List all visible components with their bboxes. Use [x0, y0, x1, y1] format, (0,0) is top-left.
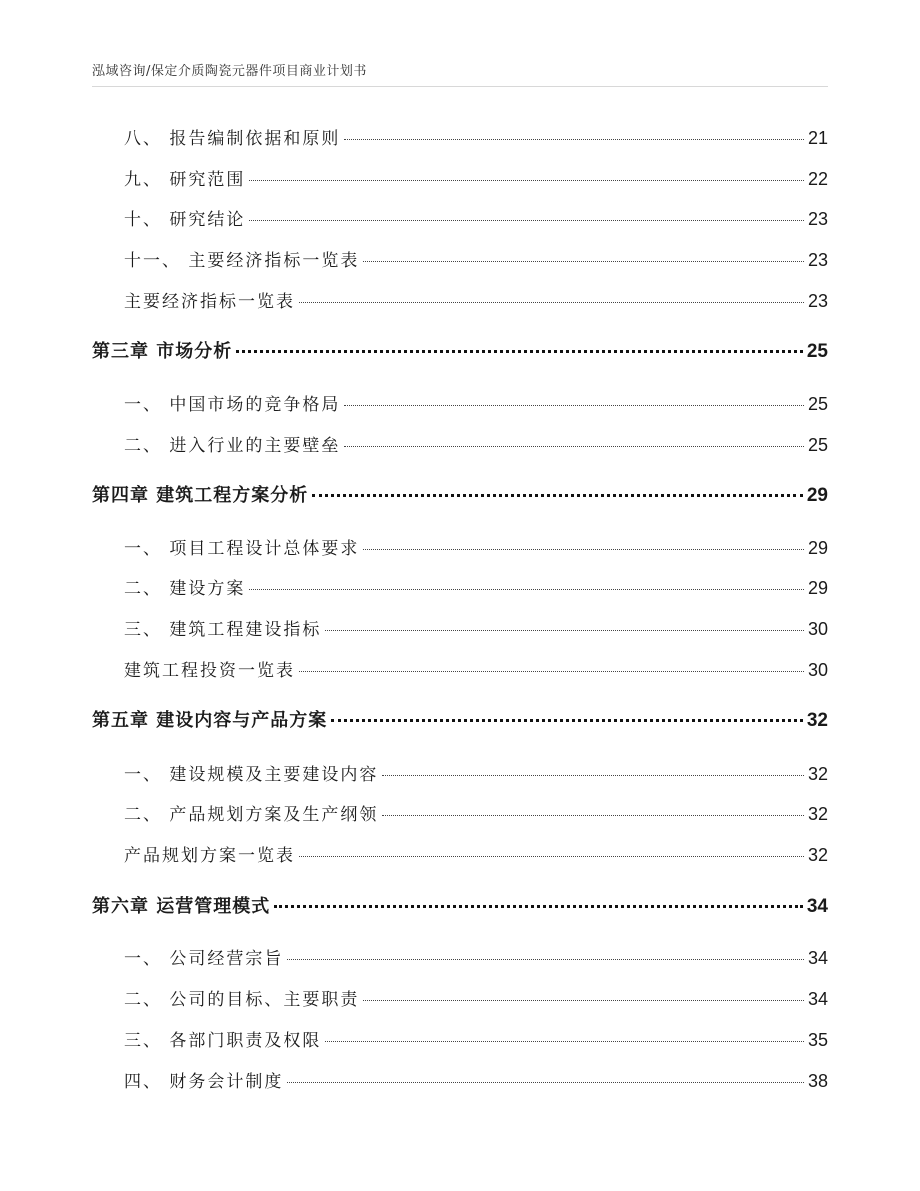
toc-dot-leader — [274, 905, 803, 908]
toc-dot-leader — [325, 1041, 804, 1042]
toc-dot-leader — [382, 775, 804, 776]
toc-dot-leader — [299, 302, 804, 303]
toc-entry[interactable] — [124, 760, 828, 785]
page-header: 泓域咨询/保定介质陶瓷元器件项目商业计划书 — [92, 64, 367, 79]
toc-entry[interactable] — [124, 165, 828, 190]
toc-entry[interactable] — [124, 246, 828, 271]
toc-entry[interactable] — [124, 205, 828, 230]
toc-entry-label: 四、 财务会计制度 — [124, 1072, 284, 1092]
toc-entry-label: 三、 建筑工程建设指标 — [124, 620, 322, 640]
toc-dot-leader — [299, 856, 804, 857]
toc-entry-page: 32 — [806, 710, 828, 731]
toc-entry-page: 32 — [807, 804, 828, 824]
toc-entry-page: 21 — [807, 128, 828, 148]
toc-dot-leader — [331, 719, 803, 722]
toc-dot-leader — [236, 350, 803, 353]
toc-chapter-entry[interactable] — [92, 706, 828, 732]
toc-dot-leader — [344, 405, 804, 406]
toc-dot-leader — [287, 1082, 804, 1083]
toc-chapter-entry[interactable] — [92, 892, 828, 918]
toc-entry-page: 30 — [807, 660, 828, 680]
toc-dot-leader — [325, 630, 804, 631]
toc-entry-page: 32 — [807, 764, 828, 784]
toc-entry[interactable] — [124, 534, 828, 559]
toc-entry-page: 23 — [807, 209, 828, 229]
toc-dot-leader — [287, 959, 804, 960]
toc-entry-page: 25 — [807, 394, 828, 414]
toc-dot-leader — [382, 815, 804, 816]
toc-entry-label: 一、 项目工程设计总体要求 — [124, 539, 360, 559]
toc-entry[interactable] — [124, 1026, 828, 1051]
toc-entry-label: 产品规划方案一览表 — [124, 846, 295, 866]
toc-entry[interactable] — [124, 124, 828, 149]
toc-dot-leader — [363, 549, 804, 550]
toc-entry-label: 二、 公司的目标、主要职责 — [124, 990, 360, 1010]
toc-entry-page: 29 — [807, 538, 828, 558]
toc-entry[interactable] — [124, 390, 828, 415]
toc-entry[interactable] — [124, 574, 828, 599]
toc-entry-page: 29 — [807, 578, 828, 598]
toc-dot-leader — [299, 671, 804, 672]
toc-entry-page: 38 — [807, 1071, 828, 1091]
toc-entry-label: 第五章 建设内容与产品方案 — [92, 710, 328, 731]
toc-entry-page: 23 — [807, 250, 828, 270]
toc-entry-label: 第三章 市场分析 — [92, 341, 233, 362]
toc-entry-page: 34 — [807, 948, 828, 968]
toc-entry-label: 第四章 建筑工程方案分析 — [92, 485, 309, 506]
toc-entry-page: 22 — [807, 169, 828, 189]
toc-entry-label: 二、 建设方案 — [124, 579, 246, 599]
toc-chapter-entry[interactable] — [92, 337, 828, 363]
toc-dot-leader — [249, 589, 804, 590]
toc-entry-page: 34 — [807, 989, 828, 1009]
toc-entry-page: 32 — [807, 845, 828, 865]
toc-entry[interactable] — [124, 1067, 828, 1092]
toc-dot-leader — [249, 180, 804, 181]
toc-dot-leader — [312, 494, 803, 497]
toc-entry[interactable] — [124, 287, 828, 312]
toc-entry[interactable] — [124, 985, 828, 1010]
toc-entry-label: 一、 公司经营宗旨 — [124, 949, 284, 969]
toc-entry-label: 十、 研究结论 — [124, 210, 246, 230]
toc-entry-page: 29 — [806, 485, 828, 506]
toc-entry-page: 34 — [806, 896, 828, 917]
toc-entry-label: 八、 报告编制依据和原则 — [124, 129, 341, 149]
toc-entry-label: 九、 研究范围 — [124, 170, 246, 190]
toc-dot-leader — [344, 139, 804, 140]
toc-chapter-entry[interactable] — [92, 481, 828, 507]
toc-entry[interactable] — [124, 615, 828, 640]
header-divider — [92, 86, 828, 87]
toc-entry-page: 35 — [807, 1030, 828, 1050]
toc-entry-label: 十一、 主要经济指标一览表 — [124, 251, 360, 271]
toc-entry-label: 三、 各部门职责及权限 — [124, 1031, 322, 1051]
toc-entry-page: 30 — [807, 619, 828, 639]
toc-dot-leader — [249, 220, 804, 221]
toc-dot-leader — [344, 446, 804, 447]
toc-entry[interactable] — [124, 431, 828, 456]
toc-dot-leader — [363, 261, 804, 262]
toc-entry[interactable] — [124, 800, 828, 825]
toc-entry[interactable] — [124, 841, 828, 866]
toc-entry-page: 25 — [806, 341, 828, 362]
toc-entry-label: 第六章 运营管理模式 — [92, 896, 271, 917]
toc-entry-label: 建筑工程投资一览表 — [124, 661, 295, 681]
toc-dot-leader — [363, 1000, 804, 1001]
toc-entry-label: 二、 产品规划方案及生产纲领 — [124, 805, 379, 825]
toc-entry-label: 二、 进入行业的主要壁垒 — [124, 436, 341, 456]
toc-entry-label: 一、 建设规模及主要建设内容 — [124, 765, 379, 785]
toc-entry-page: 23 — [807, 291, 828, 311]
toc-entry-label: 主要经济指标一览表 — [124, 292, 295, 312]
toc-entry[interactable] — [124, 656, 828, 681]
toc-entry-label: 一、 中国市场的竞争格局 — [124, 395, 341, 415]
toc-entry-page: 25 — [807, 435, 828, 455]
toc-entry[interactable] — [124, 944, 828, 969]
